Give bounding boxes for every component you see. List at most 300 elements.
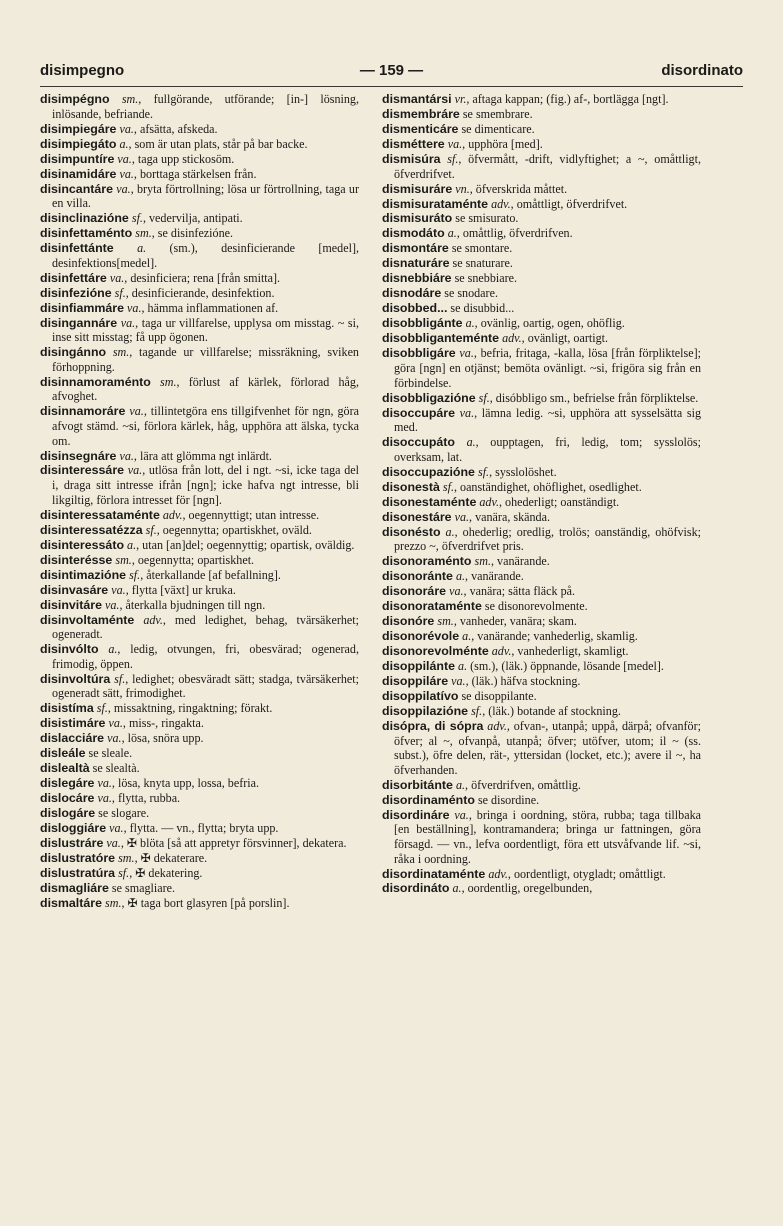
dictionary-entry: [382, 241, 701, 256]
entry-headword: disonésto: [382, 524, 441, 539]
entry-headword: disópra, di sópra: [382, 719, 484, 733]
entry-headword: dislustráre: [40, 836, 104, 851]
entry-definition: se smagliare.: [108, 881, 176, 896]
dictionary-entry: [40, 449, 359, 464]
dictionary-entry: [40, 152, 359, 167]
entry-headword: disintimazióne: [40, 567, 127, 582]
entry-headword: disinteressatézza: [40, 522, 143, 537]
dictionary-entry: [40, 553, 359, 568]
dictionary-entry: [382, 391, 701, 406]
entry-headword: disinterésse: [40, 552, 113, 567]
entry-headword: dislacciáre: [40, 731, 105, 746]
entry-grammar: a.: [466, 435, 476, 450]
dictionary-entry: [382, 211, 701, 226]
dictionary-entry: [40, 881, 359, 896]
entry-headword: disinfiammáre: [40, 300, 125, 315]
entry-definition: , förlust af kärlek, förlorad håg, afvoghet.: [52, 374, 359, 404]
entry-grammar: va.: [459, 346, 474, 361]
entry-definition: , oegennyttigt; utan intresse.: [182, 507, 320, 522]
dictionary-entry: [40, 301, 359, 316]
entry-definition: , vedervilja, antipati.: [142, 211, 243, 226]
entry-definition: , ✠ dekaterare.: [134, 851, 208, 866]
entry-grammar: sm.: [474, 554, 491, 569]
entry-grammar: sm.: [115, 552, 132, 567]
entry-headword: disonorévole: [382, 629, 460, 644]
entry-headword: disonorevolménte: [382, 644, 489, 659]
dictionary-entry: [40, 851, 359, 866]
entry-definition: se disonorevolmente.: [481, 599, 588, 614]
entry-headword: disonestà: [382, 479, 440, 494]
entry-grammar: va.: [109, 270, 125, 285]
entry-headword: dismisuráto: [382, 211, 453, 226]
entry-grammar: va.: [459, 405, 475, 420]
dictionary-entry: [382, 286, 701, 301]
entry-grammar: va.: [116, 181, 131, 196]
entry-headword: disonorataménte: [382, 599, 482, 614]
dictionary-entry: [40, 776, 359, 791]
entry-grammar: adv.: [162, 507, 183, 522]
entry-headword: disinfettánte: [40, 241, 114, 256]
entry-definition: , vanärande.: [491, 554, 550, 569]
dictionary-entry: [40, 211, 359, 226]
dictionary-entry: [382, 301, 701, 316]
entry-grammar: va.: [97, 791, 112, 806]
entry-definition: , flytta. — vn., flytta; bryta upp.: [123, 821, 279, 836]
entry-definition: , fullgörande, utförande; [in-] lösning, inlösande, befriande.: [52, 92, 359, 121]
dictionary-entry: [382, 480, 701, 495]
dictionary-entry: [382, 644, 701, 659]
entry-grammar: adv.: [502, 331, 522, 346]
entry-definition: , ledig, otvungen, fri, obesvärad; ogenerad, frimodig, öppen.: [52, 642, 359, 671]
entry-definition: , öfverskrida måttet.: [469, 181, 568, 196]
dictionary-entry: [382, 197, 701, 212]
entry-grammar: adv.: [479, 494, 499, 509]
entry-grammar: sf.: [114, 671, 126, 686]
dictionary-entry: [382, 881, 701, 896]
entry-grammar: sm.: [437, 614, 454, 629]
header-rule: [40, 86, 743, 87]
entry-headword: disoppilazióne: [382, 704, 469, 719]
dictionary-entry: [382, 182, 701, 197]
entry-headword: disimpuntíre: [40, 151, 115, 166]
entry-headword: disinfettaménto: [40, 226, 133, 241]
dictionary-entry: [382, 614, 701, 629]
dictionary-entry: [382, 256, 701, 271]
entry-grammar: adv.: [143, 612, 163, 627]
entry-definition: , (läk.) häfva stockning.: [465, 674, 581, 689]
entry-definition: , taga ur villfarelse, upplysa om misstag. ~ si, inse sitt misstag; få upp ögonen.: [52, 315, 359, 345]
entry-grammar: va.: [120, 315, 136, 330]
entry-definition: , utlösa från lott, del i ngt. ~si, icke taga del i, draga sitt intresse ifrån [ngn]; icke hafva ngt intresse, bli likgiltig, förlora intresset för [ngn].: [52, 463, 359, 507]
entry-grammar: va.: [106, 836, 121, 851]
dictionary-entry: [40, 761, 359, 776]
entry-grammar: a.: [108, 642, 118, 657]
entry-definition: , tagande ur villfarelse; missräkning, sviken förhoppning.: [52, 345, 359, 374]
entry-headword: dismaltáre: [40, 896, 102, 911]
dictionary-entry: [382, 867, 701, 882]
entry-grammar: va.: [97, 776, 112, 791]
entry-grammar: a.: [462, 629, 472, 644]
entry-headword: disinclinazióne: [40, 211, 129, 226]
entry-definition: , vanheder, vanära; skam.: [453, 614, 577, 629]
entry-definition: , lösa, snöra upp.: [121, 731, 204, 746]
dictionary-entry: [40, 716, 359, 731]
dictionary-entry: [40, 701, 359, 716]
entry-definition: , med ledighet, behag, tvärsäkerhet; ogeneradt.: [52, 612, 359, 642]
entry-headword: disonoránte: [382, 569, 453, 584]
entry-definition: se smembrare.: [459, 106, 533, 121]
entry-headword: dislegáre: [40, 776, 95, 791]
entry-grammar: sm.: [135, 226, 152, 241]
dictionary-entry: [382, 495, 701, 510]
entry-definition: , oegennytta; opartiskhet, oväld.: [156, 522, 312, 537]
entry-grammar: vn.: [455, 181, 470, 196]
entry-headword: disingannáre: [40, 315, 118, 330]
dictionary-entry: [40, 836, 359, 851]
entry-grammar: sf.: [96, 701, 108, 716]
entry-headword: disoccupáto: [382, 435, 455, 450]
entry-grammar: a.: [445, 524, 455, 539]
dictionary-entry: [40, 746, 359, 761]
entry-grammar: a.: [127, 537, 137, 552]
dictionary-entry: [40, 523, 359, 538]
entry-grammar: va.: [454, 509, 470, 524]
entry-headword: disobbligazióne: [382, 390, 476, 405]
entry-definition: , bringa i oordning, störa, rubba; taga tillbaka [en beställning], kontramandera; bringa ur fattningen, göra försagd. — vn., lefva oordentligt, föra ett utsvåfvande lif. ~si, råka i oordning.: [394, 807, 701, 866]
entry-headword: dislealtà: [40, 761, 90, 776]
entry-headword: disonoraménto: [382, 554, 472, 569]
entry-grammar: va.: [108, 716, 123, 731]
dictionary-entry: [40, 866, 359, 881]
entry-grammar: va.: [119, 448, 134, 463]
entry-definition: se disubbid...: [447, 301, 515, 316]
entry-grammar: sf.: [471, 704, 483, 719]
entry-definition: se smontare.: [448, 241, 513, 256]
entry-definition: , vanärande; vanhederlig, skamlig.: [471, 629, 638, 644]
entry-grammar: vr.: [454, 92, 467, 106]
entry-definition: , återkallande [af befallning].: [140, 567, 281, 582]
dictionary-entry: [40, 598, 359, 613]
entry-definition: , afsätta, afskeda.: [133, 121, 218, 136]
entry-headword: disinvoltúra: [40, 671, 111, 686]
entry-grammar: a.: [465, 316, 475, 331]
entry-headword: disloggiáre: [40, 821, 107, 836]
entry-definition: , (läk.) botande af stockning.: [482, 704, 621, 719]
entry-definition: , borttaga stärkelsen från.: [133, 166, 257, 181]
entry-definition: , omåttligt, öfverdrifvet.: [510, 196, 628, 211]
entry-grammar: va.: [111, 582, 126, 597]
dictionary-entry: [40, 568, 359, 583]
entry-definition: , ofvan-, utanpå; uppå, därpå; ofvanför; öfver; al ~, ofvanpå, utanpå; öfver; utöfver, utom; il ~ (ss. subst.), öfre delen, rät-, yttersidan (locket, etc.); avere il ~, ha öfverhanden.: [394, 719, 701, 777]
entry-grammar: sm.: [160, 374, 177, 389]
dictionary-entry: [382, 689, 701, 704]
entry-definition: , disóbbligo sm., befrielse från förpliktelse.: [489, 390, 699, 405]
entry-definition: , hämma inflammationen af.: [141, 300, 279, 315]
entry-headword: disoppilánte: [382, 659, 455, 674]
entry-definition: se dimenticare.: [458, 121, 535, 136]
dictionary-entry: [382, 704, 701, 719]
entry-headword: dislocáre: [40, 791, 95, 806]
entry-definition: (sm.), (läk.) öppnande, lösande [medel].: [467, 659, 664, 674]
entry-headword: disinteressáto: [40, 537, 125, 552]
entry-headword: disorbitánte: [382, 777, 453, 792]
entry-definition: , sysslolöshet.: [489, 464, 557, 479]
entry-headword: disinfettáre: [40, 270, 107, 285]
entry-headword: disnodáre: [382, 286, 442, 301]
entry-headword: disonóre: [382, 614, 435, 629]
entry-definition: , ✠ taga bort glasyren [på porslin].: [121, 896, 290, 911]
dictionary-entry: [382, 435, 701, 464]
entry-definition: , desinficierande, desinfektion.: [125, 285, 275, 300]
entry-headword: disimpiegáre: [40, 121, 117, 136]
entry-headword: disonestáre: [382, 509, 452, 524]
dictionary-entry: [382, 629, 701, 644]
entry-definition: , ohederlig; oredlig, trolös; oanständig, ohöfvisk; prezzo ~, öfverdrifvet pris.: [394, 524, 701, 554]
entry-definition: , oordentlig, oregelbunden,: [461, 881, 593, 896]
entry-headword: dismembráre: [382, 106, 460, 121]
entry-grammar: adv.: [491, 644, 512, 659]
entry-definition: , miss-, ringakta.: [122, 716, 204, 731]
dictionary-entry: [382, 346, 701, 390]
entry-definition: , vanärande.: [465, 569, 524, 584]
dictionary-entry: [382, 122, 701, 137]
entry-headword: disnebbiáre: [382, 271, 452, 286]
entry-grammar: a.: [119, 136, 129, 151]
entry-headword: disinvólto: [40, 642, 99, 657]
entry-headword: disobbliganteménte: [382, 331, 500, 346]
dictionary-entry: [382, 584, 701, 599]
left-guide-word: disimpegno: [40, 62, 125, 79]
entry-headword: dismontáre: [382, 241, 449, 256]
dictionary-entry: [40, 241, 359, 270]
entry-grammar: a.: [137, 241, 147, 256]
dictionary-entry: [382, 107, 701, 122]
entry-definition: , ✠ blöta [så att appretyr försvinner], dekatera.: [120, 836, 347, 851]
dictionary-entry: [382, 808, 701, 866]
dictionary-entry: [382, 719, 701, 777]
entry-definition: , vanära; sätta fläck på.: [463, 584, 576, 599]
dictionary-entry: [40, 791, 359, 806]
dictionary-entry: [382, 569, 701, 584]
entry-grammar: va.: [449, 584, 464, 599]
entry-headword: disinvasáre: [40, 582, 109, 597]
dictionary-entry: [40, 92, 359, 121]
entry-grammar: adv.: [488, 866, 508, 881]
entry-grammar: sf.: [447, 151, 459, 166]
dictionary-entry: [40, 122, 359, 137]
entry-definition: , flytta, rubba.: [111, 791, 181, 806]
dictionary-entry: [382, 793, 701, 808]
entry-grammar: va.: [447, 136, 463, 151]
entry-definition: , oordentligt, otygladt; omåttligt.: [507, 866, 666, 881]
entry-grammar: sf.: [145, 522, 157, 537]
entry-headword: disordináre: [382, 807, 450, 822]
entry-definition: se disoppilante.: [458, 689, 537, 704]
dictionary-entry: [382, 465, 701, 480]
entry-grammar: sf.: [442, 479, 454, 494]
entry-definition: se snaturare.: [449, 256, 513, 271]
entry-grammar: va.: [119, 121, 134, 136]
entry-headword: disobbed...: [382, 301, 448, 316]
entry-headword: disincantáre: [40, 181, 113, 196]
entry-headword: disistíma: [40, 701, 94, 716]
entry-grammar: sm.: [105, 896, 122, 911]
entry-headword: disleále: [40, 746, 86, 761]
dictionary-entry: [40, 731, 359, 746]
entry-grammar: a.: [447, 226, 457, 241]
entry-definition: , aftaga kappan; (fig.) af-, bortlägga [ngt].: [466, 92, 669, 106]
entry-grammar: va.: [109, 821, 124, 836]
entry-definition: , oanständighet, ohöflighet, osedlighet.: [453, 479, 642, 494]
entry-definition: , befria, fritaga, -kalla, lösa [från förpliktelse]; göra [ngn] en otjänst; bemöta ovänligt. ~si, frigöra sig från en förbindelse.: [394, 346, 701, 390]
dictionary-entry: [382, 331, 701, 346]
entry-definition: (sm.), desinficierande [medel], desinfektions[medel].: [52, 241, 359, 270]
dictionary-entry: [40, 226, 359, 241]
entry-definition: , ovänligt, oartigt.: [521, 331, 608, 346]
dictionary-entry: [40, 538, 359, 553]
entry-definition: , flytta [växt] ur kruka.: [125, 582, 236, 597]
entry-definition: , se disinfezióne.: [151, 226, 234, 241]
page-header: [40, 60, 743, 84]
entry-definition: , återkalla bjudningen till ngn.: [119, 597, 266, 612]
dictionary-entry: [40, 404, 359, 448]
left-column: [40, 92, 359, 1158]
entry-headword: disoppilatívo: [382, 689, 459, 704]
entry-grammar: sf.: [118, 866, 130, 881]
entry-grammar: va.: [129, 404, 144, 419]
entry-grammar: sf.: [114, 285, 126, 300]
dictionary-entry: [40, 463, 359, 507]
dictionary-entry: [40, 613, 359, 642]
dictionary-entry: [40, 375, 359, 404]
dictionary-entry: [382, 659, 701, 674]
entry-definition: , ✠ dekatering.: [129, 866, 203, 881]
entry-grammar: sf.: [129, 567, 141, 582]
dictionary-entry: [382, 316, 701, 331]
entry-definition: , utan [an]del; oegennyttig; opartisk, oväldig.: [136, 537, 355, 552]
entry-grammar: sm.: [112, 345, 130, 360]
entry-headword: dismisúra: [382, 151, 441, 166]
dictionary-entry: [40, 271, 359, 286]
entry-grammar: sm.: [118, 851, 135, 866]
entry-headword: dismisuráre: [382, 181, 453, 196]
dictionary-entry: [40, 583, 359, 598]
entry-grammar: a.: [455, 777, 466, 792]
dictionary-entry: [40, 508, 359, 523]
entry-grammar: a.: [455, 569, 466, 584]
entry-headword: disordinaménto: [382, 792, 475, 807]
entry-headword: dislogáre: [40, 806, 96, 821]
entry-headword: disméttere: [382, 136, 445, 151]
entry-headword: dismagliáre: [40, 881, 109, 896]
dictionary-entry: [40, 672, 359, 701]
entry-headword: disinnamoraménto: [40, 374, 151, 389]
entry-grammar: va.: [119, 166, 134, 181]
entry-headword: dismantársi: [382, 92, 452, 106]
entry-grammar: sf.: [477, 464, 490, 479]
dictionary-entry: [40, 642, 359, 671]
dictionary-entry: [40, 316, 359, 345]
entry-headword: disinamidáre: [40, 166, 117, 181]
dictionary-entry: [382, 510, 701, 525]
entry-headword: disinvoltaménte: [40, 612, 135, 627]
entry-headword: disingánno: [40, 345, 107, 360]
entry-grammar: adv.: [491, 196, 511, 211]
entry-headword: dismisurataménte: [382, 196, 489, 211]
entry-definition: , desinficiera; rena [från smitta].: [124, 270, 281, 285]
dictionary-entry: [382, 674, 701, 689]
entry-headword: disoccupazióne: [382, 464, 475, 479]
entry-definition: , som är utan plats, står på bar backe.: [128, 136, 308, 151]
dictionary-entry: [40, 137, 359, 152]
entry-definition: , oupptagen, fri, ledig, tom; sysslolös; overksam, lat.: [394, 435, 701, 464]
entry-definition: se smisurato.: [452, 211, 519, 226]
entry-grammar: a.: [458, 659, 468, 674]
entry-definition: , upphöra [med].: [462, 136, 543, 151]
entry-definition: se sleale.: [85, 746, 133, 761]
entry-headword: disonoráre: [382, 584, 447, 599]
entry-definition: , vanära, skända.: [469, 509, 550, 524]
dictionary-entry: [382, 778, 701, 793]
entry-headword: disinteressataménte: [40, 507, 160, 522]
dictionary-entry: [382, 406, 701, 435]
entry-headword: disinfezióne: [40, 285, 112, 300]
dictionary-entry: [40, 182, 359, 211]
dictionary-entry: [382, 137, 701, 152]
entry-headword: disinvitáre: [40, 597, 102, 612]
entry-grammar: adv.: [487, 719, 507, 733]
entry-definition: , oegennytta; opartiskhet.: [131, 552, 255, 567]
dictionary-entry: [40, 345, 359, 374]
entry-headword: disoccupáre: [382, 405, 455, 420]
entry-headword: disobbligánte: [382, 316, 463, 331]
dictionary-entry: [382, 226, 701, 241]
entry-definition: , lära att glömma ngt inlärdt.: [133, 448, 272, 463]
page-number: — 159 —: [359, 62, 424, 79]
dictionary-entry: [40, 896, 359, 911]
entry-headword: disobbligáre: [382, 346, 456, 361]
entry-headword: disistimáre: [40, 716, 106, 731]
entry-headword: dislustratúra: [40, 866, 116, 881]
entry-grammar: va.: [127, 300, 142, 315]
entry-grammar: va.: [127, 463, 143, 478]
right-guide-word: disordinato: [661, 62, 743, 79]
entry-headword: dismenticáre: [382, 121, 459, 136]
right-column: [382, 92, 701, 1158]
entry-headword: disinteressáre: [40, 463, 125, 478]
entry-grammar: va.: [451, 674, 466, 689]
entry-grammar: va.: [454, 807, 469, 822]
entry-definition: se snodare.: [441, 286, 498, 301]
entry-definition: , ovänlig, oartig, ogen, ohöflig.: [474, 316, 625, 331]
entry-definition: , lämna ledig. ~si, upphöra att sysselsätta sig med.: [394, 405, 701, 435]
entry-headword: disimpiegáto: [40, 136, 117, 151]
entry-definition: , öfvermått, -drift, vidlyftighet; a ~, omåttligt, öfverdrifvet.: [394, 151, 701, 181]
dictionary-entry: [40, 821, 359, 836]
entry-definition: se slogare.: [95, 806, 150, 821]
dictionary-entry: [382, 525, 701, 554]
entry-grammar: va.: [105, 597, 120, 612]
dictionary-entry: [40, 806, 359, 821]
entry-headword: disordináto: [382, 881, 450, 896]
entry-definition: se disordine.: [474, 792, 540, 807]
entry-definition: , missaktning, ringaktning; förakt.: [107, 701, 273, 716]
entry-grammar: sf.: [131, 211, 143, 226]
entry-definition: , ohederligt; oanständigt.: [498, 494, 620, 509]
dictionary-entry: [40, 167, 359, 182]
entry-headword: disoppiláre: [382, 674, 449, 689]
entry-definition: , taga upp stickosöm.: [131, 151, 235, 166]
